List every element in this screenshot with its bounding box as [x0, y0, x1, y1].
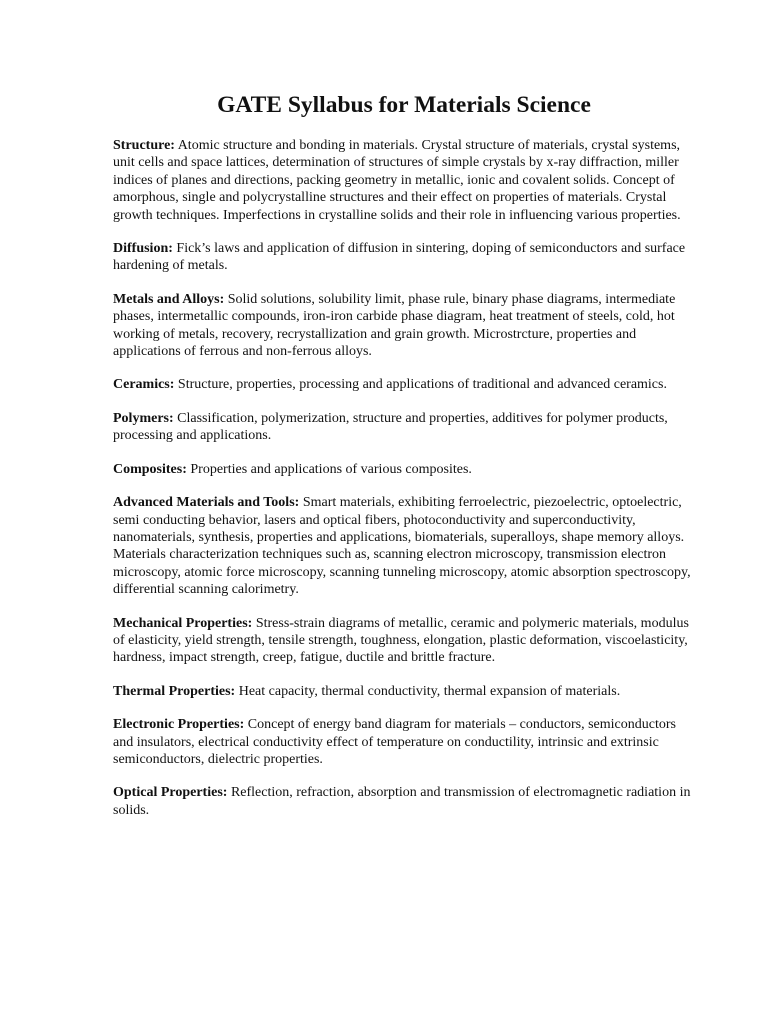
syllabus-body: [113, 137, 693, 835]
section-text: Heat capacity, thermal conductivity, thermal expansion of materials.: [238, 683, 621, 699]
section-optical-properties: [113, 784, 693, 819]
section-heading: Metals and Alloys:: [113, 291, 225, 307]
section-structure: [113, 137, 693, 224]
section-heading: Optical Properties:: [113, 785, 228, 801]
section-text: Structure, properties, processing and applications of traditional and advanced ceramics.: [177, 377, 667, 393]
section-heading: Mechanical Properties:: [113, 615, 253, 631]
section-text: Solid solutions, solubility limit, phase rule, binary phase diagrams, intermediate phases, intermetallic compounds, iron-iron carbide phase diagram, heat treatment of steels, cold, hot working of metals, recovery, recrystallization and grain growth. Microstrcture, properties and applications of ferrous and non-ferrous alloys.: [113, 291, 676, 360]
section-thermal-properties: [113, 683, 693, 700]
section-text: Atomic structure and bonding in materials. Crystal structure of materials, crystal systems, unit cells and space lattices, determination of structures of simple crystals by x-ray diffraction, miller indices of planes and directions, packing geometry in metallic, ionic and covalent solids. Concept of amorphous, single and polycrystalline structures and their effect on properties of materials. Crystal growth techniques. Imperfections in crystalline solids and their role in influencing various properties.: [113, 138, 681, 223]
section-text: Fick’s laws and application of diffusion in sintering, doping of semiconductors and surface hardening of metals.: [113, 241, 686, 274]
section-ceramics: [113, 376, 693, 393]
section-text: Smart materials, exhibiting ferroelectric, piezoelectric, optoelectric, semi conducting behavior, lasers and optical fibers, photoconductivity and superconductivity, nanomaterials, synthesis, properties and applications, biomaterials, superalloys, shape memory alloys. Materials characterization techniques such as, scanning electron microscopy, transmission electron microscopy, atomic force microscopy, scanning tunneling microscopy, atomic absorption spectroscopy, differential scanning calorimetry.: [113, 495, 691, 598]
section-heading: Polymers:: [113, 410, 174, 426]
section-electronic-properties: [113, 716, 693, 768]
section-heading: Ceramics:: [113, 377, 175, 393]
section-metals-and-alloys: [113, 291, 693, 361]
section-text: Concept of energy band diagram for materials – conductors, semiconductors and insulators, electrical conductivity effect of temperature on conductility, intrinsic and extrinsic semiconductors, dielectric properties.: [113, 717, 676, 767]
section-text: Classification, polymerization, structure and properties, additives for polymer products, processing and applications.: [113, 410, 668, 444]
section-heading: Electronic Properties:: [113, 717, 245, 733]
section-heading: Diffusion:: [113, 241, 173, 257]
page-title: GATE Syllabus for Materials Science: [217, 92, 591, 118]
section-heading: Advanced Materials and Tools:: [113, 495, 300, 511]
section-heading: Composites:: [113, 461, 187, 477]
section-polymers: [113, 410, 693, 445]
section-diffusion: [113, 240, 693, 275]
section-heading: Structure:: [113, 138, 175, 153]
section-mechanical-properties: [113, 615, 693, 667]
section-advanced-materials-and-tools: [113, 494, 693, 598]
section-text: Properties and applications of various composites.: [190, 461, 472, 477]
section-text: Stress-strain diagrams of metallic, ceramic and polymeric materials, modulus of elasticity, yield strength, tensile strength, toughness, elongation, plastic deformation, viscoelasticity, hardness, impact strength, creep, fatigue, ductile and brittle fracture.: [113, 615, 689, 666]
section-composites: [113, 461, 693, 478]
section-text: Reflection, refraction, absorption and transmission of electromagnetic radiation in solids.: [113, 785, 691, 818]
section-heading: Thermal Properties:: [113, 683, 236, 699]
